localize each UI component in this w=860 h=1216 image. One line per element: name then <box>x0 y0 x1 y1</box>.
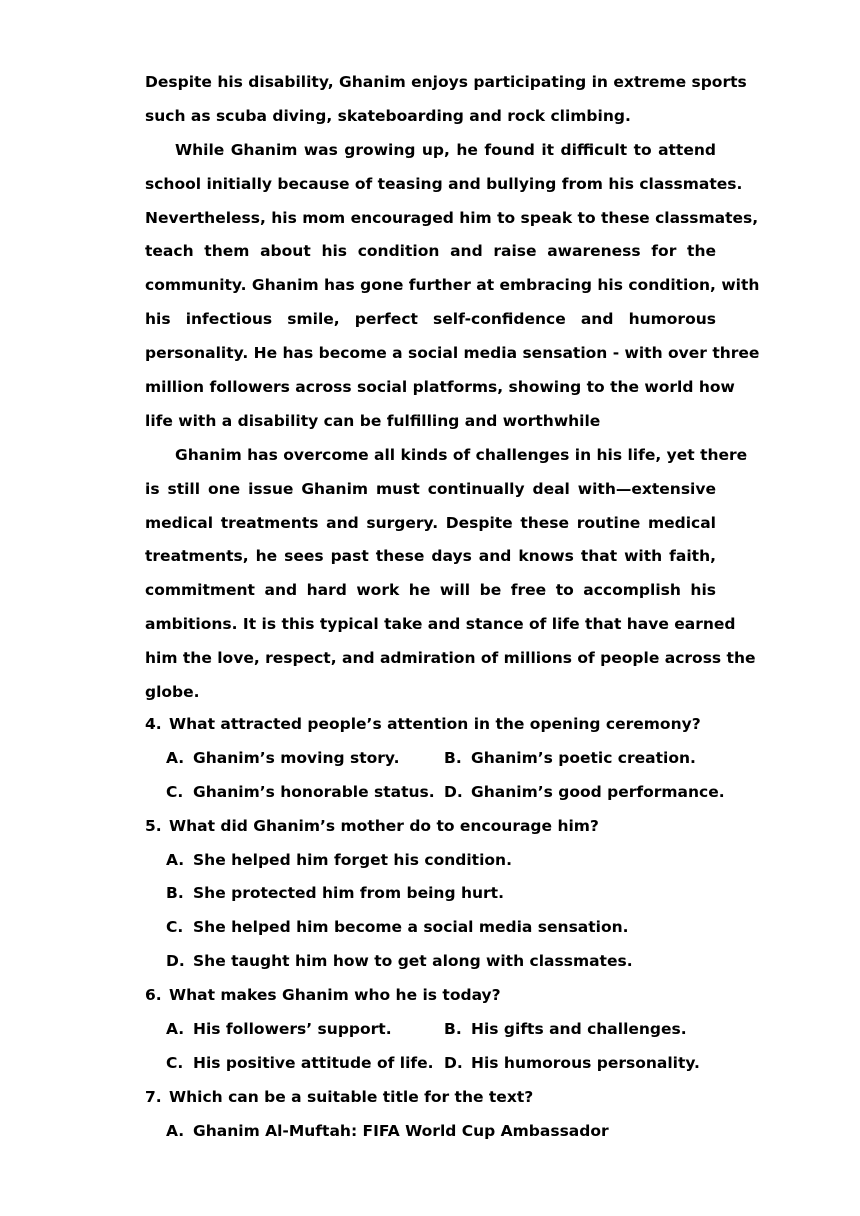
option-row <box>145 1013 745 1047</box>
question-text: What did Ghanim’s mother do to encourage him? <box>169 816 599 835</box>
question-list <box>145 708 745 1149</box>
option-letter: C. <box>166 1053 184 1072</box>
passage-line: teach them about his condition and raise awareness for the <box>145 242 716 261</box>
passage-line: ambitions. It is this typical take and stance of life that have earned <box>145 615 736 634</box>
passage-line: his infectious smile, perfect self-confidence and humorous <box>145 310 716 329</box>
option-letter: D. <box>166 952 185 971</box>
option-b[interactable] <box>444 1013 687 1047</box>
option-d[interactable] <box>145 945 745 979</box>
option-letter: B. <box>166 884 184 903</box>
option-a[interactable] <box>145 844 745 878</box>
question-number: 4. <box>145 715 162 733</box>
option-text: Ghanim’s honorable status. <box>193 782 435 801</box>
option-letter: A. <box>166 1020 185 1039</box>
option-c[interactable] <box>166 1047 444 1081</box>
question-4 <box>145 708 745 742</box>
passage-line: him the love, respect, and admiration of millions of people across the <box>145 649 756 668</box>
option-d[interactable] <box>444 776 725 810</box>
option-text: She helped him become a social media sensation. <box>193 918 629 937</box>
option-b[interactable] <box>444 742 696 776</box>
passage-line: school initially because of teasing and bullying from his classmates. <box>145 174 743 193</box>
passage-line: Despite his disability, Ghanim enjoys participating in extreme sports <box>145 73 747 91</box>
option-d[interactable] <box>444 1047 700 1081</box>
question-text: What attracted people’s attention in the opening ceremony? <box>169 715 701 733</box>
option-text: She helped him forget his condition. <box>193 850 512 869</box>
question-number: 7. <box>145 1087 162 1106</box>
passage-line: globe. <box>145 683 200 702</box>
passage-line: such as scuba diving, skateboarding and rock climbing. <box>145 106 631 125</box>
option-letter: C. <box>166 782 184 801</box>
option-row <box>145 1047 745 1081</box>
option-letter: C. <box>166 918 184 937</box>
question-6 <box>145 979 745 1013</box>
passage-line: While Ghanim was growing up, he found it difficult to attend <box>175 140 716 159</box>
question-number: 5. <box>145 816 162 835</box>
option-text: His gifts and challenges. <box>471 1020 687 1039</box>
option-text: She taught him how to get along with classmates. <box>193 952 633 971</box>
question-7 <box>145 1081 745 1115</box>
passage-line: commitment and hard work he will be free to accomplish his <box>145 581 716 600</box>
option-text: His followers’ support. <box>193 1020 392 1039</box>
question-5 <box>145 810 745 844</box>
option-a[interactable] <box>166 1013 444 1047</box>
option-letter: B. <box>444 1020 462 1039</box>
passage-line: treatments, he sees past these days and knows that with faith, <box>145 547 716 566</box>
passage-line: is still one issue Ghanim must continually deal with—extensive <box>145 479 716 498</box>
option-text: Ghanim Al-Muftah: FIFA World Cup Ambassador <box>193 1121 609 1140</box>
passage-line: Nevertheless, his mom encouraged him to speak to these classmates, <box>145 208 759 227</box>
option-text: She protected him from being hurt. <box>193 884 504 903</box>
reading-passage <box>145 66 760 710</box>
option-letter: A. <box>166 850 185 869</box>
passage-line: Ghanim has overcome all kinds of challenges in his life, yet there <box>175 445 748 464</box>
option-row <box>145 776 745 810</box>
question-text: What makes Ghanim who he is today? <box>169 986 501 1005</box>
option-b[interactable] <box>145 877 745 911</box>
option-letter: D. <box>444 782 463 801</box>
passage-line: community. Ghanim has gone further at embracing his condition, with <box>145 276 760 295</box>
passage-line: life with a disability can be fulfilling and worthwhile <box>145 411 601 430</box>
passage-line: medical treatments and surgery. Despite these routine medical <box>145 513 716 532</box>
option-text: Ghanim’s poetic creation. <box>471 748 696 767</box>
passage-line: personality. He has become a social media sensation - with over three <box>145 344 760 363</box>
option-a[interactable] <box>166 742 444 776</box>
option-letter: D. <box>444 1053 463 1072</box>
option-a[interactable] <box>145 1115 745 1149</box>
option-letter: A. <box>166 748 185 767</box>
option-text: Ghanim’s moving story. <box>193 748 400 767</box>
option-letter: B. <box>444 748 462 767</box>
question-number: 6. <box>145 986 162 1005</box>
option-letter: A. <box>166 1121 185 1140</box>
option-text: Ghanim’s good performance. <box>471 782 725 801</box>
option-c[interactable] <box>145 911 745 945</box>
option-row <box>145 742 745 776</box>
option-text: His positive attitude of life. <box>193 1053 434 1072</box>
option-text: His humorous personality. <box>471 1053 700 1072</box>
question-text: Which can be a suitable title for the text? <box>169 1087 534 1106</box>
option-c[interactable] <box>166 776 444 810</box>
passage-line: million followers across social platforms, showing to the world how <box>145 378 735 397</box>
